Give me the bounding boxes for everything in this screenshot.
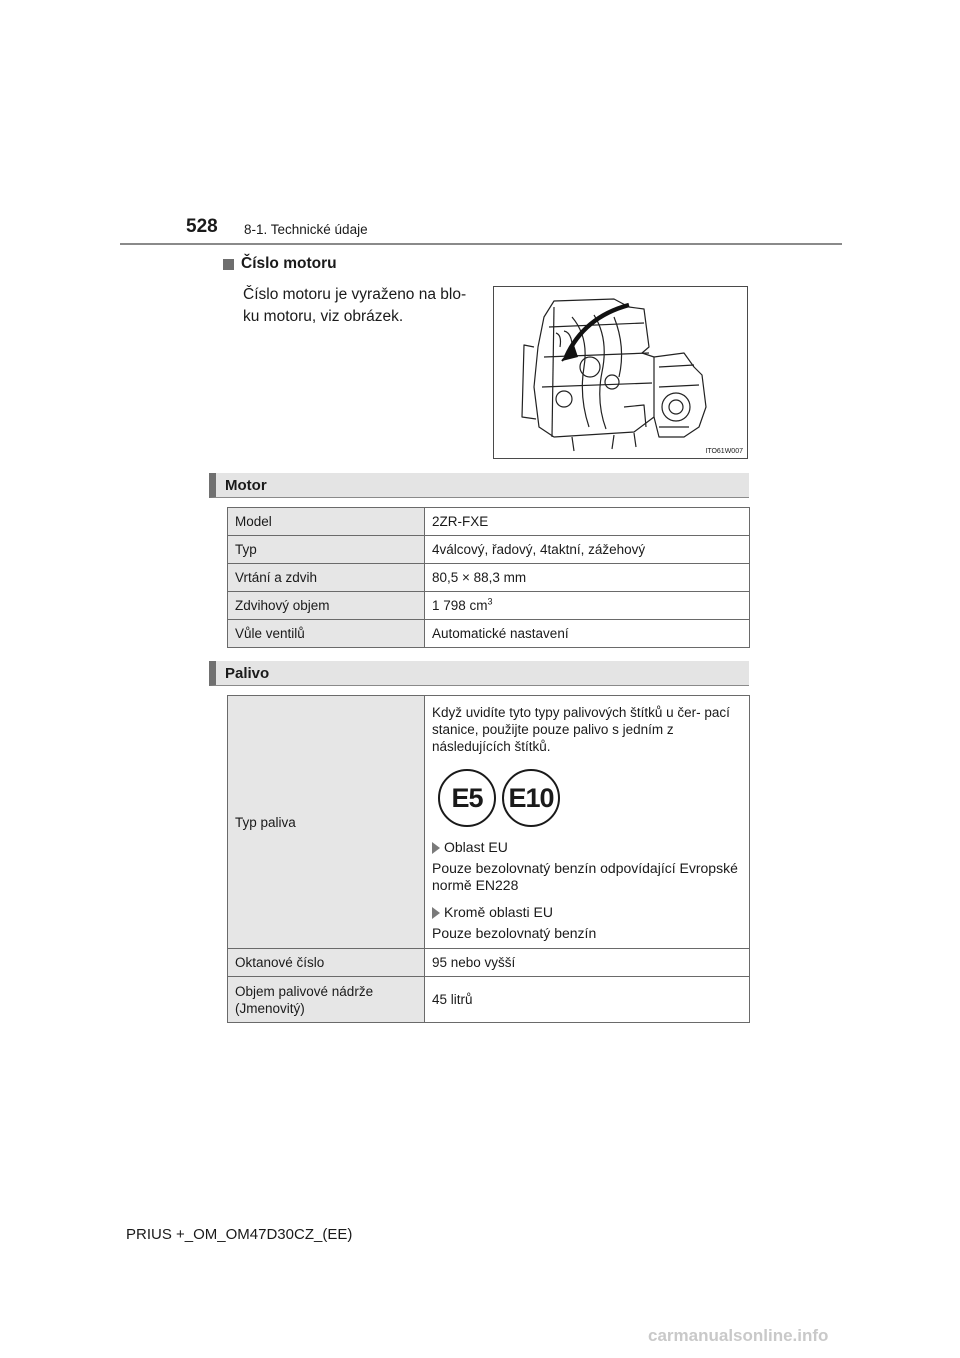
triangle-bullet-icon <box>432 842 440 854</box>
table-cell-value: 4válcový, řadový, 4taktní, zážehový <box>425 536 750 564</box>
region-desc: Pouze bezolovnatý benzín odpovídající Evropské normě EN228 <box>432 860 738 893</box>
watermark: carmanualsonline.info <box>648 1326 829 1345</box>
table-row <box>228 592 750 620</box>
table-cell-label: Vůle ventilů <box>228 620 425 648</box>
triangle-bullet-icon <box>432 907 440 919</box>
engine-number-heading <box>223 255 337 273</box>
table-cell-label: Vrtání a zdvih <box>228 564 425 592</box>
table-cell-label: Model <box>228 508 425 536</box>
engine-figure <box>493 286 748 459</box>
table-cell-value: 95 nebo vyšší <box>425 949 750 977</box>
table-cell-value <box>425 696 750 949</box>
fuel-section-bar <box>209 661 749 686</box>
motor-section-bar <box>209 473 749 498</box>
engine-number-heading-text: Číslo motoru <box>241 255 337 272</box>
displacement-value: 1 798 cm <box>432 598 488 613</box>
region-desc: Pouze bezolovnatý benzín <box>432 925 597 941</box>
table-cell-value: 2ZR-FXE <box>425 508 750 536</box>
engine-number-text: Číslo motoru je vyraženo na blo- ku motoru, viz obrázek. <box>243 286 467 325</box>
e5-label: E5 <box>438 769 496 827</box>
square-bullet-icon <box>223 259 234 270</box>
region-eu <box>432 839 742 856</box>
e10-label: E10 <box>502 769 560 827</box>
table-row <box>228 564 750 592</box>
header-rule <box>120 243 842 245</box>
table-cell-label: Oktanové číslo <box>228 949 425 977</box>
fuel-labels <box>438 769 742 827</box>
motor-section-title: Motor <box>225 477 267 494</box>
table-row <box>228 620 750 648</box>
table-row <box>228 508 750 536</box>
unit-exponent: 3 <box>487 596 493 607</box>
motor-table <box>227 507 750 648</box>
table-row <box>228 696 750 949</box>
region-name: Oblast EU <box>444 839 508 855</box>
table-cell-value <box>425 592 750 620</box>
table-cell-value: 45 litrů <box>425 977 750 1023</box>
table-cell-label: Typ <box>228 536 425 564</box>
region-non-eu <box>432 904 742 921</box>
table-row <box>228 977 750 1023</box>
table-cell-label: Typ paliva <box>228 696 425 949</box>
engine-illustration-icon <box>494 287 747 458</box>
table-row <box>228 536 750 564</box>
page-number: 528 <box>186 216 218 237</box>
table-cell-label: Objem palivové nádrže (Jmenovitý) <box>228 977 425 1023</box>
fuel-section-title: Palivo <box>225 665 270 682</box>
table-cell-value: Automatické nastavení <box>425 620 750 648</box>
footer-doc-code: PRIUS +_OM_OM47D30CZ_(EE) <box>126 1226 353 1243</box>
table-cell-value: 80,5 × 88,3 mm <box>425 564 750 592</box>
section-title: 8-1. Technické údaje <box>244 222 368 237</box>
fuel-label-intro: Když uvidíte tyto typy palivových štítků u čer- pací stanice, použijte pouze palivo s jedním z následujících štítků. <box>432 705 730 754</box>
table-cell-label: Zdvihový objem <box>228 592 425 620</box>
region-name: Kromě oblasti EU <box>444 904 553 920</box>
table-row <box>228 949 750 977</box>
fuel-table <box>227 695 750 1023</box>
figure-code: ITO61W007 <box>705 448 743 455</box>
